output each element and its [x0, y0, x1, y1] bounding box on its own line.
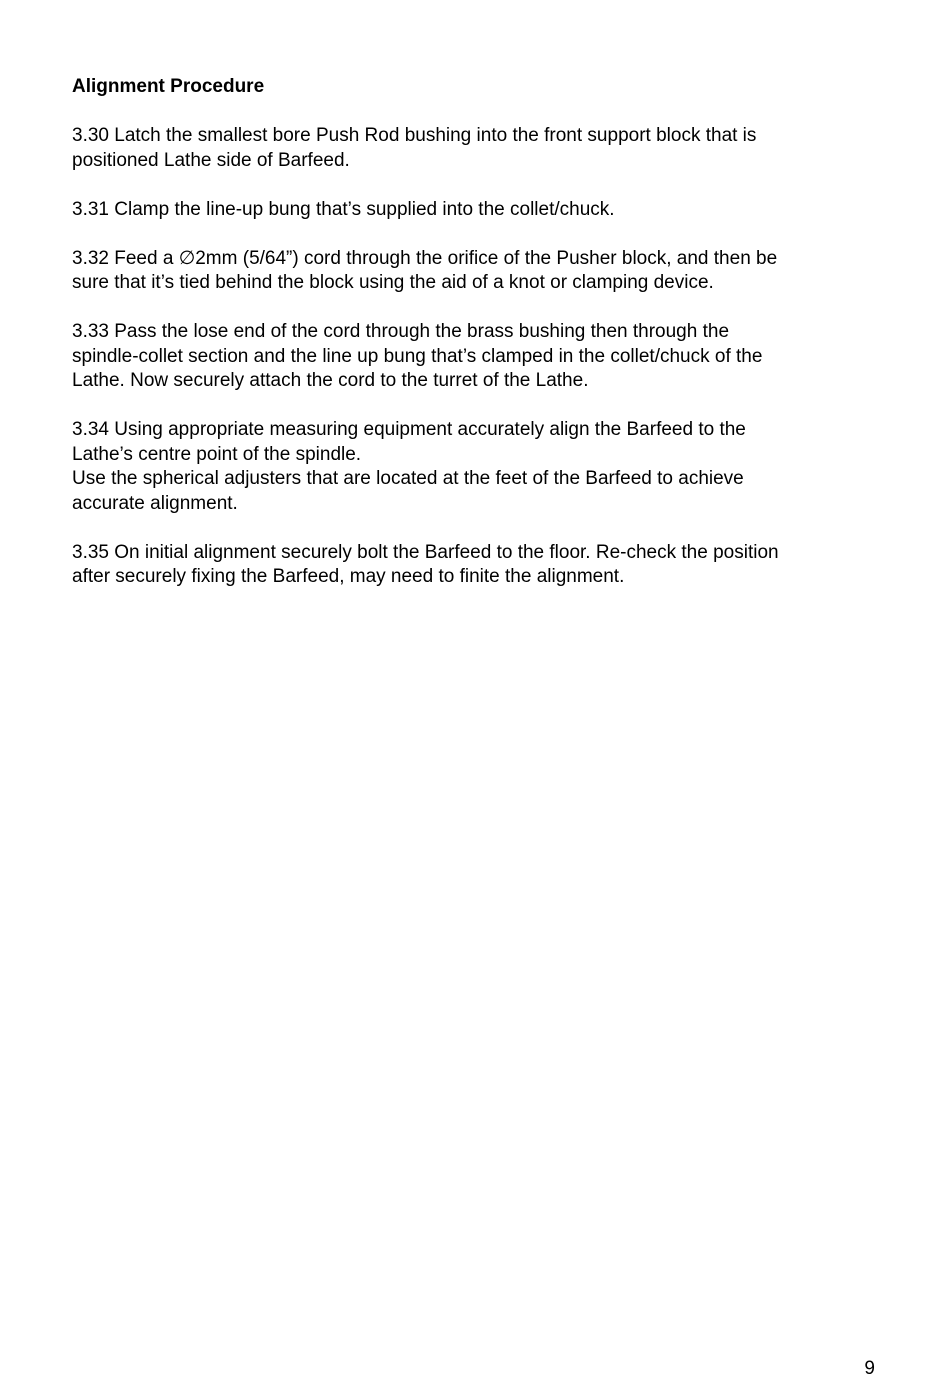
paragraph-3-35	[72, 541, 882, 590]
paragraph-3-34	[72, 418, 882, 516]
paragraph-3-32	[72, 247, 882, 296]
paragraph-3-33	[72, 320, 882, 394]
paragraph-line: 3.34 Using appropriate measuring equipment accurately align the Barfeed to the	[72, 419, 746, 440]
paragraph-line: 3.35 On initial alignment securely bolt the Barfeed to the floor. Re-check the position	[72, 541, 779, 563]
paragraph-line: 3.30 Latch the smallest bore Push Rod bushing into the front support block that is	[72, 125, 757, 146]
paragraph-line: after securely fixing the Barfeed, may need to finite the alignment.	[72, 566, 625, 587]
paragraph-line: Use the spherical adjusters that are located at the feet of the Barfeed to achieve	[72, 468, 744, 489]
paragraph-line: Lathe’s centre point of the spindle.	[72, 443, 362, 465]
section-heading: Alignment Procedure	[72, 76, 265, 97]
paragraph-line: 3.33 Pass the lose end of the cord through the brass bushing then through the	[72, 321, 730, 342]
paragraph-line: 3.31 Clamp the line-up bung that’s supplied into the collet/chuck.	[72, 198, 615, 220]
paragraph-line: sure that it’s tied behind the block using the aid of a knot or clamping device.	[72, 272, 714, 293]
paragraph-3-30	[72, 124, 882, 173]
paragraph-line: Lathe. Now securely attach the cord to the turret of the Lathe.	[72, 370, 589, 391]
paragraph-line: spindle-collet section and the line up bung that’s clamped in the collet/chuck of the	[72, 345, 763, 367]
paragraph-line: 3.32 Feed a ∅2mm (5/64”) cord through the orifice of the Pusher block, and then be	[72, 247, 778, 269]
page-content	[72, 75, 882, 614]
paragraph-line: accurate alignment.	[72, 492, 238, 514]
page-number: 9	[864, 1358, 875, 1379]
paragraph-line: positioned Lathe side of Barfeed.	[72, 149, 350, 171]
paragraph-3-31	[72, 198, 882, 223]
